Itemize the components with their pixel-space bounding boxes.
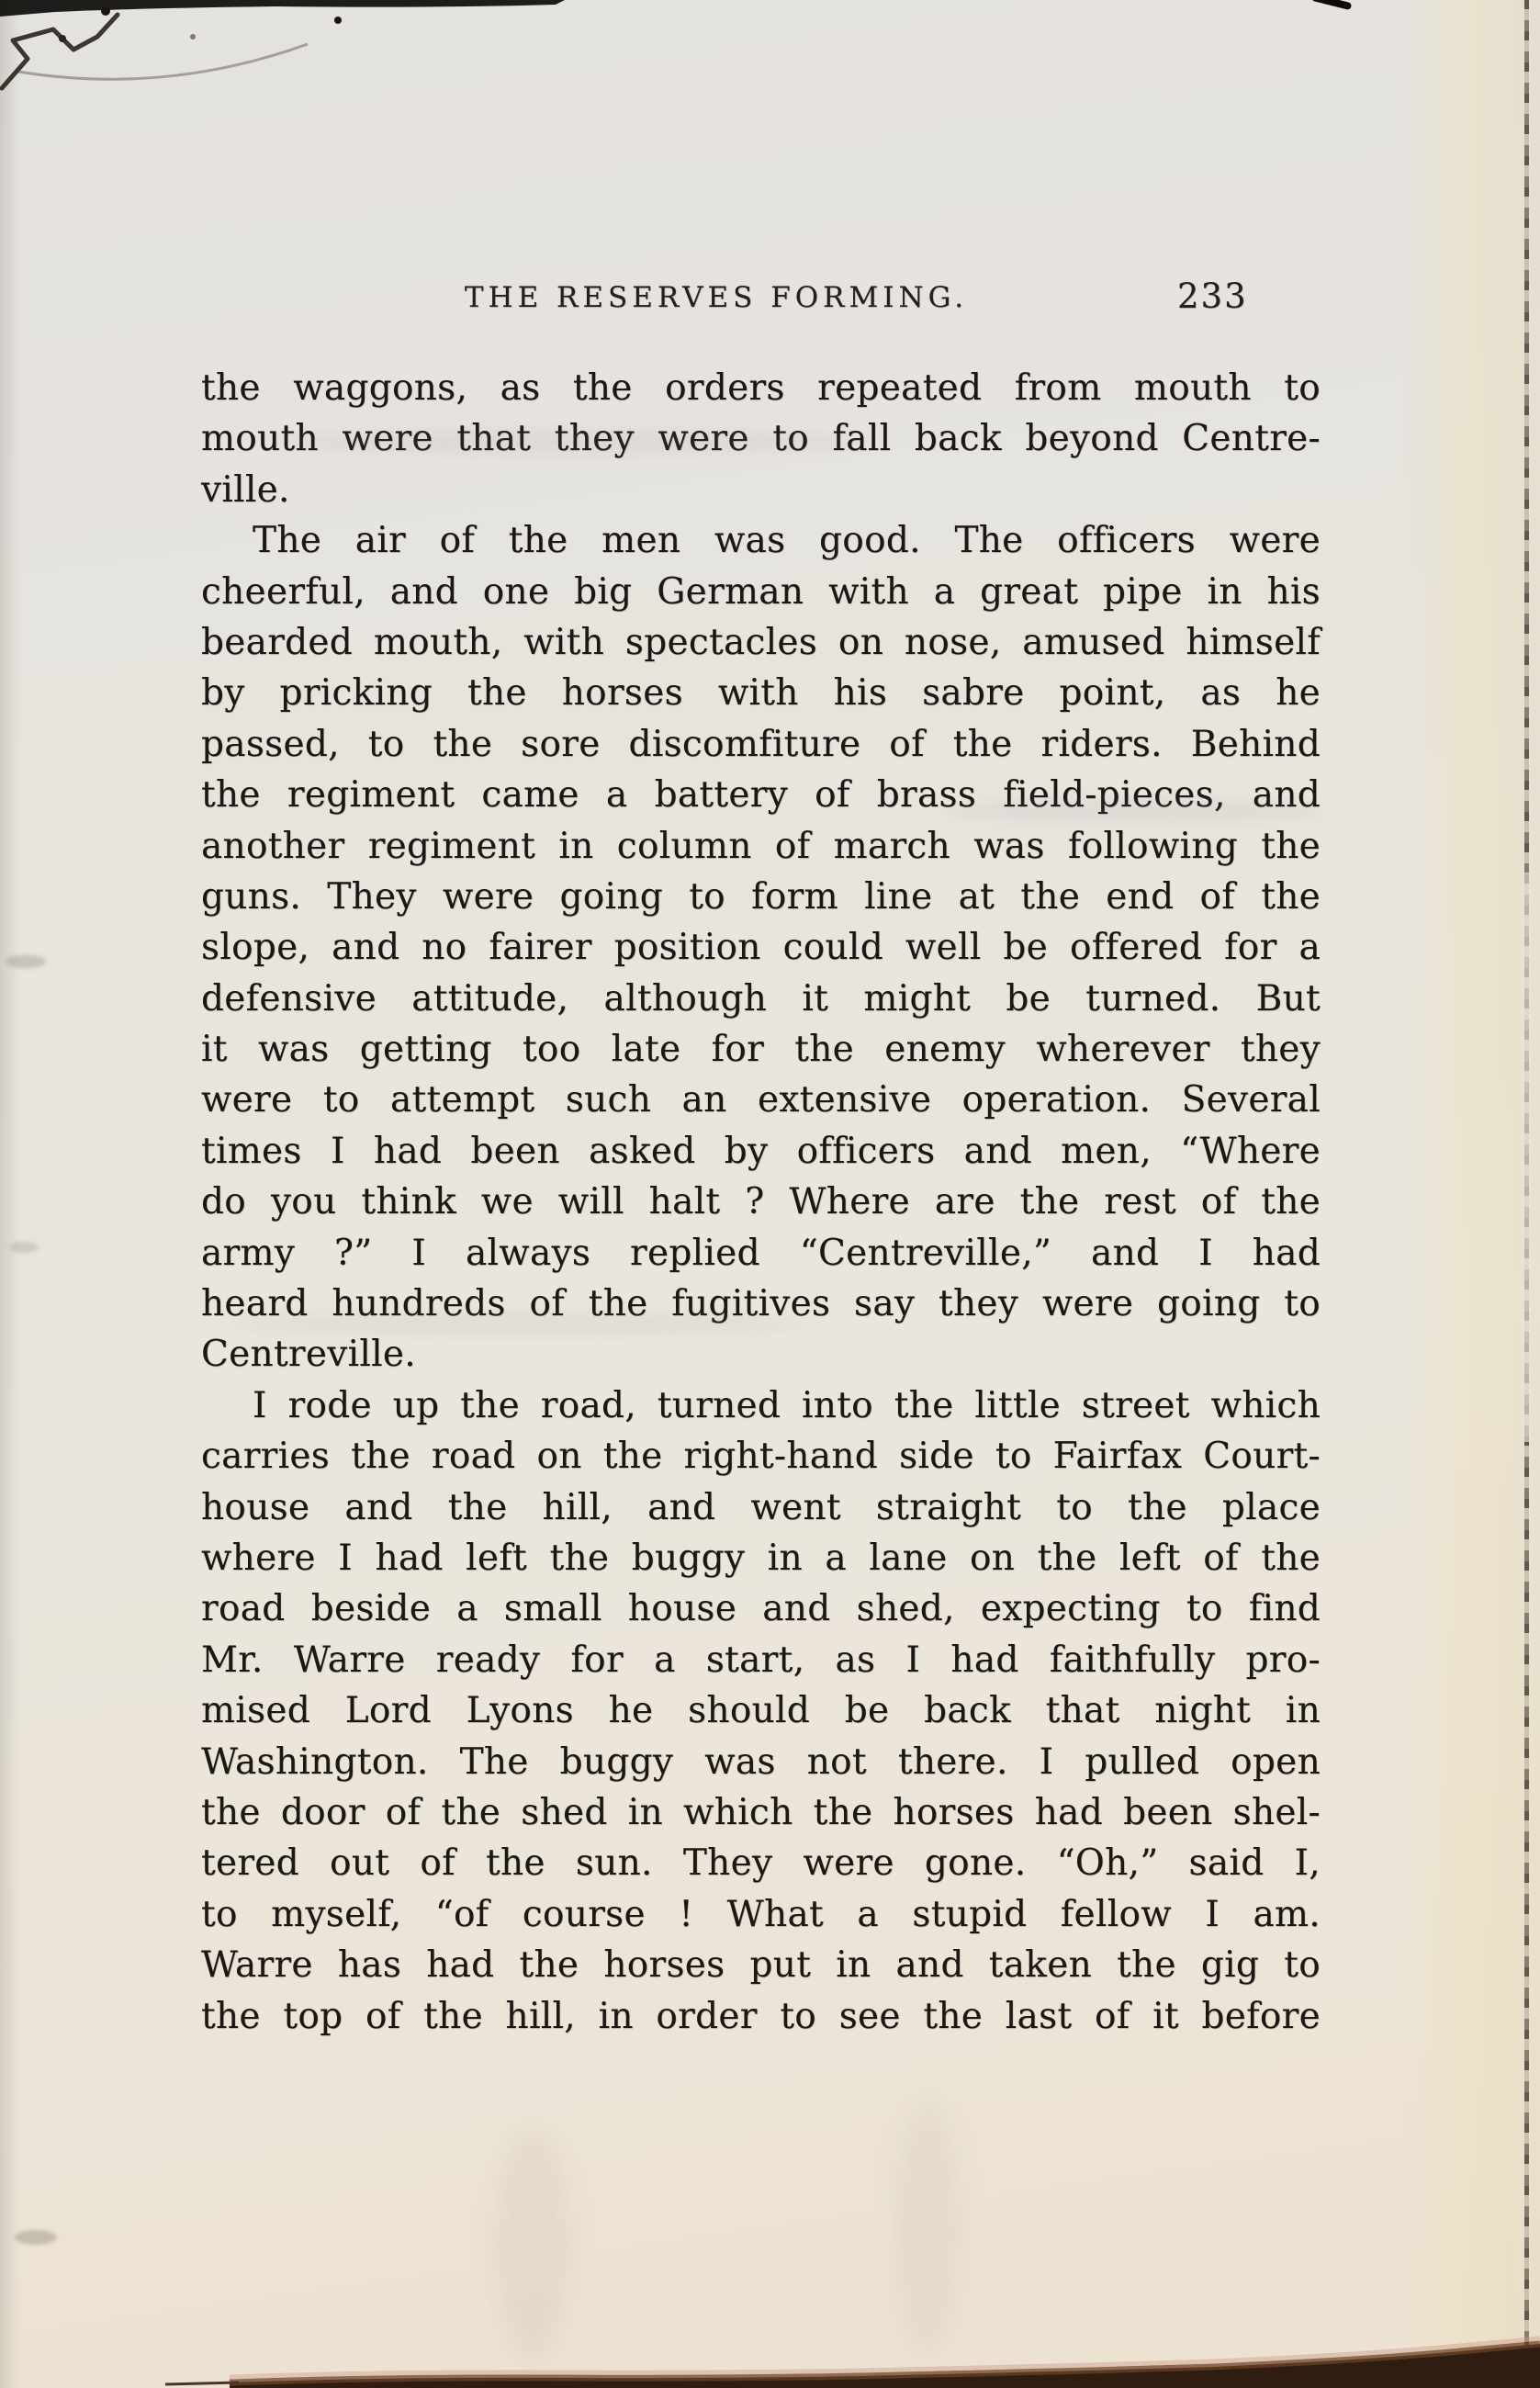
- text-line: another regiment in column of march was following the: [201, 825, 1321, 867]
- text-line: guns. They were going to form line at the end of the: [201, 875, 1321, 918]
- text-line: Washington. The buggy was not there. I pulled open: [201, 1740, 1321, 1783]
- text-line: army ?” I always replied “Centreville,” and I had: [201, 1232, 1321, 1274]
- text-line: carries the road on the right-hand side to Fairfax Court-: [201, 1436, 1321, 1478]
- text-line: road beside a small house and shed, expecting to find: [201, 1588, 1321, 1630]
- top-right-ink-mark: [1311, 0, 1353, 10]
- text-line: passed, to the sore discomfiture of the riders. Behind: [201, 723, 1321, 765]
- right-paper-curl-band: [1402, 0, 1540, 2388]
- text-line: the regiment came a battery of brass field-pieces, and: [201, 774, 1321, 817]
- text-line: do you think we will halt ? Where are the rest of the: [201, 1181, 1321, 1223]
- left-gutter-shade: [0, 0, 20, 2388]
- margin-mark: [15, 2230, 57, 2245]
- text-line: slope, and no fairer position could well be offered for a: [201, 927, 1321, 969]
- text-line: where I had left the buggy in a lane on the left of the: [201, 1537, 1321, 1579]
- text-line: Warre has had the horses put in and taken the gig to: [201, 1944, 1321, 1987]
- text-line: it was getting too late for the enemy wherever they: [201, 1029, 1321, 1071]
- text-line: the waggons, as the orders repeated from mouth to: [201, 367, 1321, 409]
- text-line: bearded mouth, with spectacles on nose, amused himself: [201, 621, 1321, 663]
- text-line: mouth were that they were to fall back beyond Centre-: [201, 418, 1321, 460]
- text-line: I rode up the road, turned into the little street which: [253, 1384, 1321, 1426]
- page-right-edge-fade: [1522, 873, 1531, 1442]
- text-line: Mr. Warre ready for a start, as I had faithfully pro-: [201, 1639, 1321, 1681]
- page-number: 233: [1177, 276, 1248, 316]
- text-line: the door of the shed in which the horses had been shel-: [201, 1791, 1321, 1833]
- paper-stain: [895, 2103, 960, 2351]
- text-line: ville.: [201, 468, 290, 511]
- text-line: mised Lord Lyons he should be back that night in: [201, 1690, 1321, 1732]
- text-line: defensive attitude, although it might be turned. But: [201, 977, 1321, 1019]
- text-line: were to attempt such an extensive operation. Several: [201, 1079, 1321, 1121]
- scan-bottom-edge: [0, 2324, 1540, 2388]
- text-line: times I had been asked by officers and men, “Where: [201, 1130, 1321, 1172]
- running-title: THE RESERVES FORMING.: [464, 281, 969, 314]
- text-line: to myself, “of course ! What a stupid fellow I am.: [201, 1893, 1321, 1935]
- text-line: heard hundreds of the fugitives say they were going to: [201, 1283, 1321, 1325]
- text-line: cheerful, and one big German with a great pipe in his: [201, 570, 1321, 613]
- scan-top-edge: [0, 0, 643, 129]
- text-line: by pricking the horses with his sabre point, as he: [201, 672, 1321, 715]
- text-line: The air of the men was good. The officers were: [253, 520, 1321, 562]
- text-line: house and the hill, and went straight to the place: [201, 1486, 1321, 1528]
- page-body: [201, 363, 1321, 2042]
- text-line: the top of the hill, in order to see the last of it before: [201, 1995, 1321, 2037]
- text-line: tered out of the sun. They were gone. “Oh,” said I,: [201, 1842, 1321, 1885]
- text-line: Centreville.: [201, 1334, 416, 1376]
